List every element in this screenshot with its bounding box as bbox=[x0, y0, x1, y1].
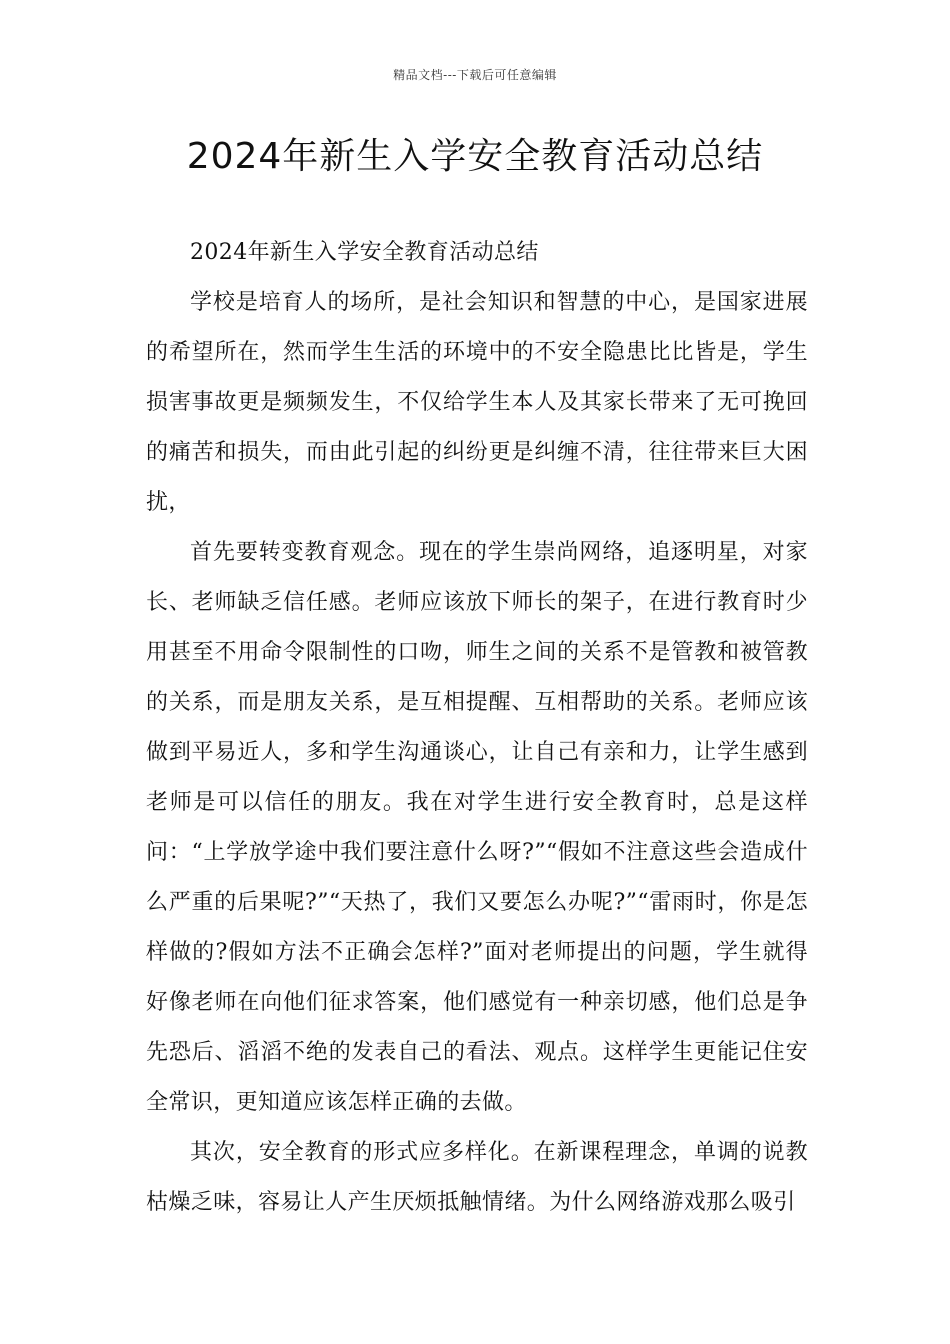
document-title: 2024年新生入学安全教育活动总结 bbox=[186, 136, 764, 177]
paragraph-intro: 学校是培育人的场所，是社会知识和智慧的中心，是国家进展的希望所在，然而学生生活的环境中的不安全隐患比比皆是，学生损害事故更是频频发生，不仅给学生本人及其家长带来了无可挽回的痛苦和损失，而由此引起的纠纷更是纠缠不清，往往带来巨大困扰， bbox=[146, 290, 808, 515]
paragraph-subtitle: 2024年新生入学安全教育活动总结 bbox=[190, 240, 539, 265]
paragraph-second-point: 其次，安全教育的形式应多样化。在新课程理念，单调的说教枯燥乏味，容易让人产生厌烦抵触情绪。为什么网络游戏那么吸引 bbox=[146, 1140, 808, 1215]
header-note: 精品文档---下载后可任意编辑 bbox=[393, 68, 557, 82]
paragraph-first-point: 首先要转变教育观念。现在的学生崇尚网络，追逐明星，对家长、老师缺乏信任感。老师应该放下师长的架子，在进行教育时少用甚至不用命令限制性的口吻，师生之间的关系不是管教和被管教的关系，而是朋友关系，是互相提醒、互相帮助的关系。老师应该做到平易近人，多和学生沟通谈心，让自己有亲和力，让学生感到老师是可以信任的朋友。我在对学生进行安全教育时，总是这样问：“上学放学途中我们要注意什么呀?”“假如不注意这些会造成什么严重的后果呢?”“天热了，我们又要怎么办呢?”“雷雨时，你是怎样做的?假如方法不正确会怎样?”面对老师提出的问题，学生就得好像老师在向他们征求答案，他们感觉有一种亲切感，他们总是争先恐后、滔滔不绝的发表自己的看法、观点。这样学生更能记住安全常识，更知道应该怎样正确的去做。 bbox=[146, 540, 808, 1115]
document-body bbox=[146, 228, 808, 1228]
